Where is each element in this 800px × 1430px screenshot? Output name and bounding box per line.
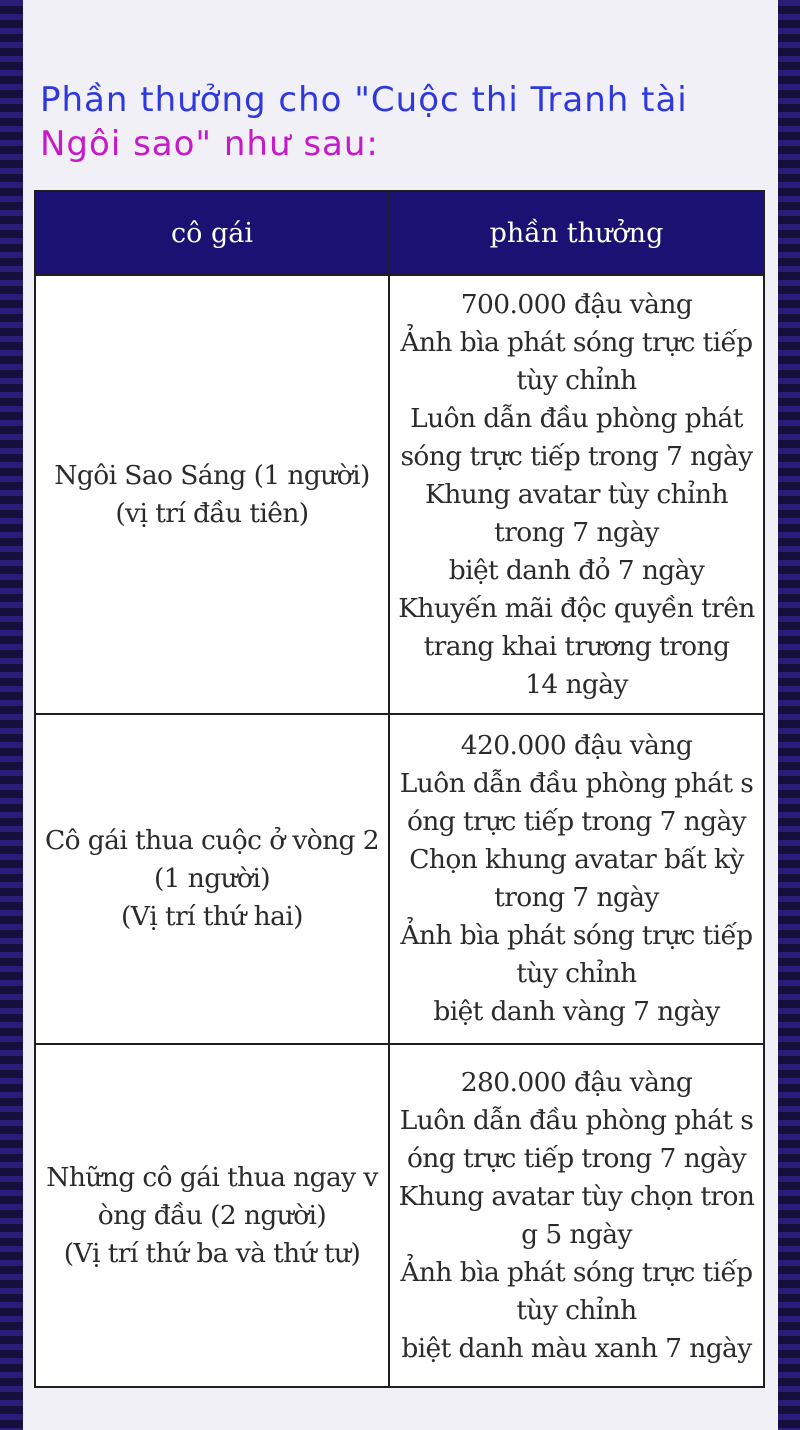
cell-line: tùy chỉnh xyxy=(516,364,637,396)
cell-line: Khung avatar tùy chỉnh xyxy=(425,478,728,510)
column-header-girl: cô gái xyxy=(35,191,389,275)
table-row xyxy=(35,275,764,714)
cell-line: tùy chỉnh xyxy=(516,958,637,989)
cell-line: trang khai trương trong xyxy=(423,630,730,662)
cell-line: 14 ngày xyxy=(525,668,628,700)
cell-line: (vị trí đầu tiên) xyxy=(115,497,309,529)
cell-line: Luôn dẫn đầu phòng phát xyxy=(410,402,743,434)
cell-line: 700.000 đậu vàng xyxy=(460,288,693,320)
cell-line: g 5 ngày xyxy=(521,1218,632,1250)
cell-line: trong 7 ngày xyxy=(494,882,659,913)
cell-line: trong 7 ngày xyxy=(494,516,659,548)
cell-line: 280.000 đậu vàng xyxy=(460,1066,693,1098)
cell-line: Những cô gái thua ngay v xyxy=(46,1161,378,1193)
girl-cell xyxy=(35,714,389,1044)
cell-line: Ảnh bìa phát sóng trực tiếp xyxy=(400,920,753,951)
page-title-line-2: Ngôi sao" như sau: xyxy=(40,124,379,164)
table-row xyxy=(35,714,764,1044)
girl-cell xyxy=(35,275,389,714)
cell-line: òng đầu (2 người) xyxy=(97,1199,327,1231)
prize-cell xyxy=(389,714,764,1044)
cell-line: tùy chỉnh xyxy=(516,1294,637,1326)
table-row xyxy=(35,1044,764,1387)
cell-line: Khuyến mãi độc quyền trên xyxy=(398,592,755,624)
cell-line: óng trực tiếp trong 7 ngày xyxy=(406,1142,747,1174)
cell-line: Khung avatar tùy chọn tron xyxy=(398,1180,755,1212)
cell-line: Chọn khung avatar bất kỳ xyxy=(409,844,744,875)
girl-cell xyxy=(35,1044,389,1387)
page-title-line-1: Phần thưởng cho "Cuộc thi Tranh tài xyxy=(40,80,688,120)
page-title xyxy=(40,78,770,166)
cell-line: Ảnh bìa phát sóng trực tiếp xyxy=(400,1256,753,1288)
cell-line: biệt danh màu xanh 7 ngày xyxy=(401,1332,752,1364)
cell-line: biệt danh đỏ 7 ngày xyxy=(448,554,705,586)
cell-line: Cô gái thua cuộc ở vòng 2 xyxy=(44,825,380,856)
prize-cell xyxy=(389,275,764,714)
cell-line: óng trực tiếp trong 7 ngày xyxy=(406,806,747,837)
cell-line: Luôn dẫn đầu phòng phát s xyxy=(399,768,754,799)
cell-line: (Vị trí thứ hai) xyxy=(121,901,303,932)
column-header-prize: phần thưởng xyxy=(389,191,764,275)
cell-line: Ảnh bìa phát sóng trực tiếp xyxy=(400,326,753,358)
table-header-row xyxy=(35,191,764,275)
cell-line: (Vị trí thứ ba và thứ tư) xyxy=(63,1237,361,1269)
cell-line: biệt danh vàng 7 ngày xyxy=(433,996,720,1027)
rewards-table xyxy=(34,190,765,1388)
cell-line: Luôn dẫn đầu phòng phát s xyxy=(399,1104,754,1136)
cell-line: 420.000 đậu vàng xyxy=(460,730,693,761)
cell-line: Ngôi Sao Sáng (1 người) xyxy=(54,459,370,491)
cell-line: (1 người) xyxy=(153,863,271,894)
cell-line: sóng trực tiếp trong 7 ngày xyxy=(400,440,753,472)
prize-cell xyxy=(389,1044,764,1387)
